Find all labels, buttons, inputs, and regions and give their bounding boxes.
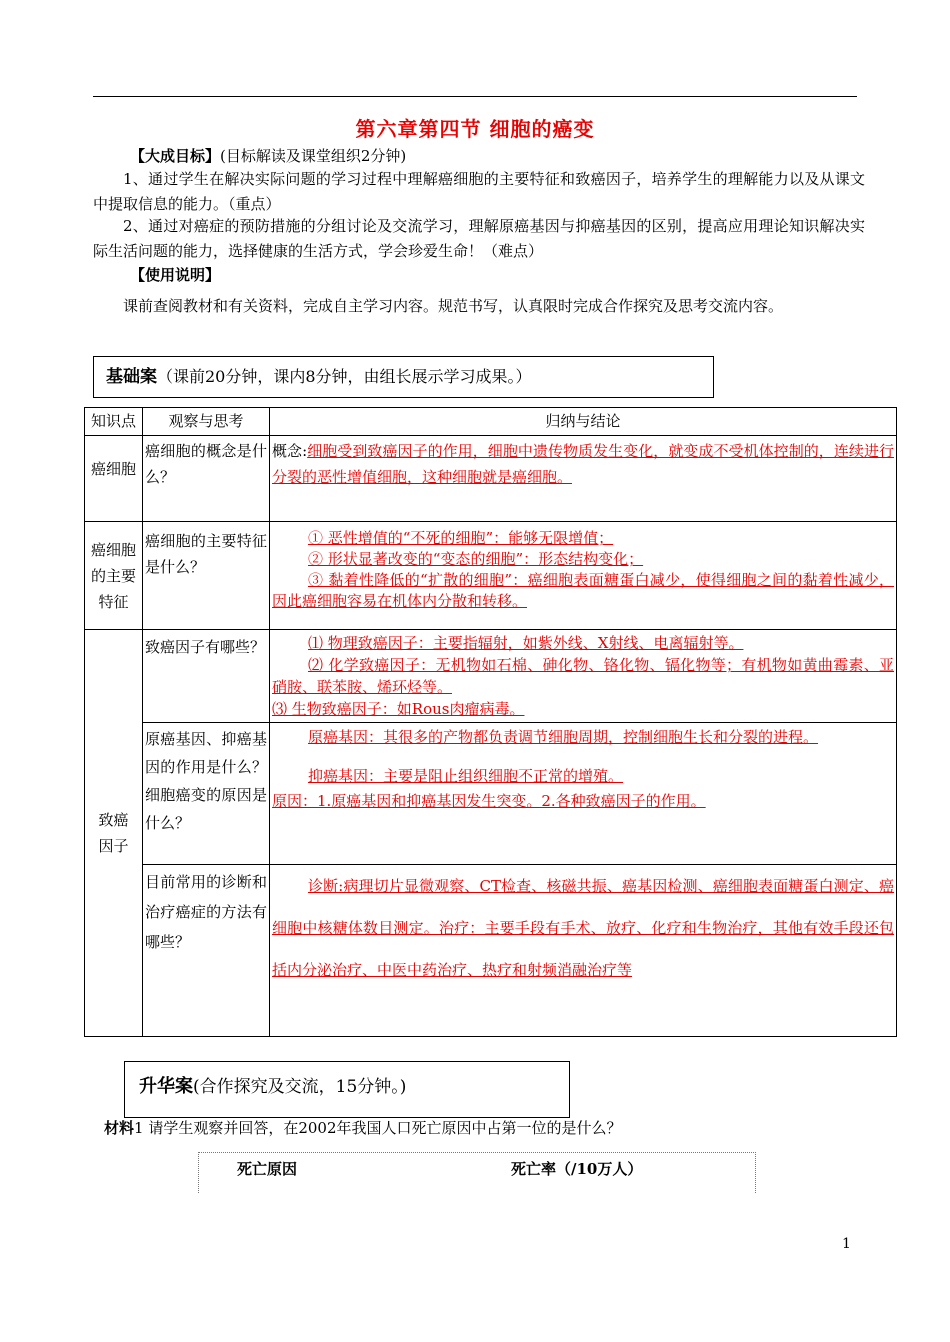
advanced-case-note: (合作探究及交流，15分钟。)	[193, 1077, 407, 1097]
death-table-col1: 死亡原因	[237, 1160, 298, 1178]
answer-line: ② 形状显著改变的“变态的细胞”：形态结构变化；	[308, 550, 644, 568]
advanced-case-label: 升华案	[139, 1076, 193, 1097]
answer-cell	[270, 522, 897, 630]
table-header: 知识点	[85, 408, 143, 436]
table-header: 归纳与结论	[270, 408, 897, 436]
answer-text: 细胞受到致癌因子的作用，细胞中遗传物质发生变化，就变成不受机体控制的，连续进行分裂的恶性增值细胞，这种细胞就是癌细胞。	[272, 442, 894, 486]
table-row	[85, 723, 897, 865]
answer-line: ① 恶性增值的“不死的细胞”：能够无限增值；	[308, 529, 614, 547]
question-cell: 癌细胞的概念是什么？	[143, 436, 270, 522]
goals-heading-note: (目标解读及课堂组织2分钟)	[220, 147, 407, 165]
death-cause-table	[198, 1152, 756, 1193]
table-row	[85, 522, 897, 630]
goals-heading: 【大成目标】	[130, 147, 221, 165]
death-table-col2: 死亡率（/10万人）	[511, 1160, 643, 1178]
page-number: 1	[842, 1236, 851, 1252]
topic-cell: 致癌因子	[85, 630, 143, 1037]
question-cell: 原癌基因、抑癌基因的作用是什么？细胞癌变的原因是什么？	[143, 723, 270, 865]
table-row	[85, 436, 897, 522]
answer-line: ⑵ 化学致癌因子：无机物如石棉、砷化物、铬化物、镉化物等；有机物如黄曲霉素、亚硝胺、联苯胺、烯环烃等。	[272, 656, 894, 696]
material-text: 1 请学生观察并回答，在2002年我国人口死亡原因中占第一位的是什么？	[134, 1119, 622, 1137]
answer-cell: 诊断:病理切片显微观察、CT检查、核磁共振、癌基因检测、癌细胞表面糖蛋白测定、癌细胞中核糖体数目测定。治疗：主要手段有手术、放疗、化疗和生物治疗，其他有效手段还包括内分泌治疗、中医中药治疗、热疗和射频消融治疗等	[270, 865, 897, 1037]
question-cell: 癌细胞的主要特征是什么？	[143, 522, 270, 630]
answer-cell	[270, 630, 897, 723]
knowledge-table	[84, 407, 897, 1037]
goal-item-1: 1、通过学生在解决实际问题的学习过程中理解癌细胞的主要特征和致癌因子，培养学生的理解能力以及从课文中提取信息的能力。（重点）	[93, 170, 865, 213]
answer-line: ⑴ 物理致癌因子：主要指辐射，如紫外线、X射线、电离辐射等。	[308, 634, 744, 652]
topic-cell: 癌细胞	[85, 436, 143, 522]
goal-item-2: 2、通过对癌症的预防措施的分组讨论及交流学习，理解原癌基因与抑癌基因的区别，提高应用理论知识解决实际生活问题的能力，选择健康的生活方式，学会珍爱生命！（难点）	[93, 217, 865, 260]
answer-line: ⑶ 生物致癌因子：如Rous肉瘤病毒。	[272, 700, 525, 718]
answer-cell	[270, 723, 897, 865]
answer-line: ③ 黏着性降低的“扩散的细胞”：癌细胞表面糖蛋白减少，使得细胞之间的黏着性减少，因此癌细胞容易在机体内分散和转移。	[272, 571, 894, 610]
goals-heading-line	[93, 144, 865, 169]
material-label: 材料	[104, 1119, 135, 1137]
answer-line: 原因：1.原癌基因和抑癌基因发生突变。2.各种致癌因子的作用。	[272, 792, 706, 810]
usage-text: 课前查阅教材和有关资料，完成自主学习内容。规范书写，认真限时完成合作探究及思考交流内容。	[123, 297, 784, 315]
table-row	[85, 865, 897, 1037]
question-cell: 目前常用的诊断和治疗癌症的方法有哪些？	[143, 865, 270, 1037]
top-rule	[93, 96, 857, 97]
usage-heading: 【使用说明】	[130, 266, 221, 284]
question-cell: 致癌因子有哪些？	[143, 630, 270, 723]
basic-case-note: （课前20分钟，课内8分钟，由组长展示学习成果。）	[157, 367, 532, 386]
basic-case-label: 基础案	[106, 367, 157, 387]
answer-prefix: 概念:	[272, 442, 308, 460]
table-header: 观察与思考	[143, 408, 270, 436]
basic-case-box	[93, 356, 714, 398]
answer-cell	[270, 436, 897, 522]
topic-cell: 癌细胞的主要特征	[85, 522, 143, 630]
answer-line: 抑癌基因：主要是阻止组织细胞不正常的增殖。	[308, 767, 624, 785]
answer-line: 原癌基因：其很多的产物都负责调节细胞周期，控制细胞生长和分裂的进程。	[308, 728, 819, 746]
advanced-case-box	[124, 1061, 570, 1118]
table-row	[85, 630, 897, 723]
material-1	[104, 1117, 622, 1138]
usage-heading-line	[93, 263, 865, 288]
page-title: 第六章第四节 细胞的癌变	[355, 117, 595, 141]
table-header-row	[85, 408, 897, 436]
